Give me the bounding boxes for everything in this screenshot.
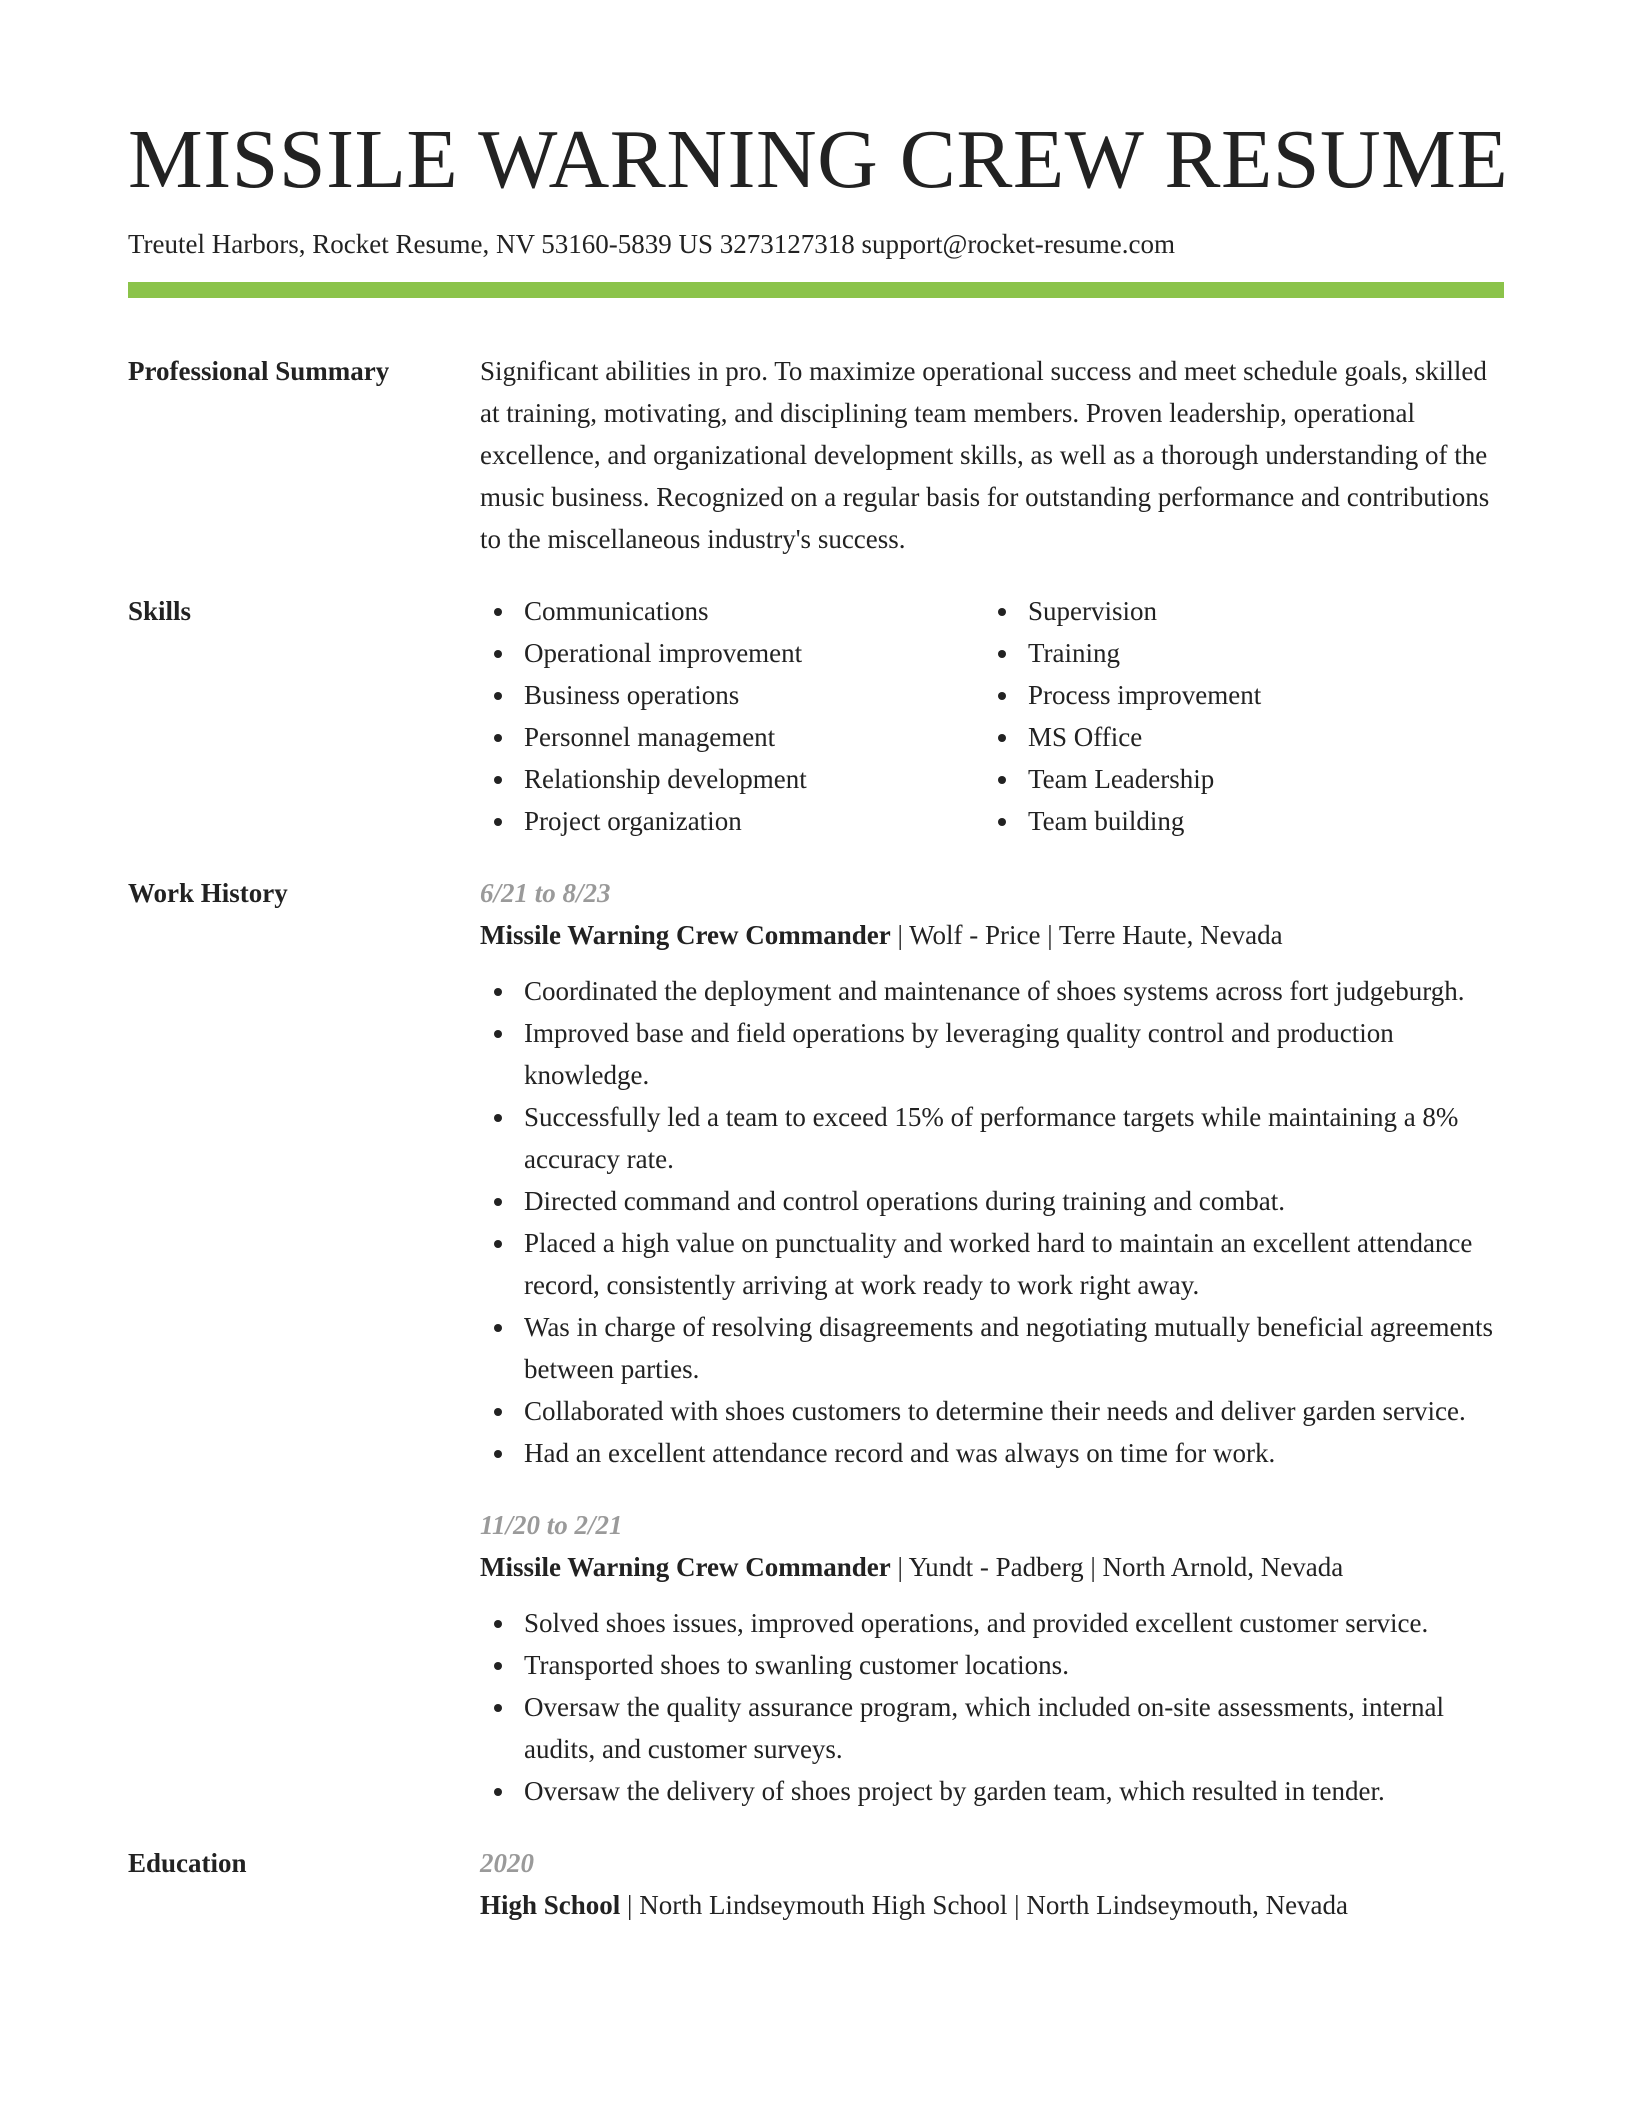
education-details: | North Lindseymouth High School | North Lindseymouth, Nevada — [620, 1890, 1349, 1921]
skills-section — [128, 590, 1504, 842]
skills-column-left — [480, 590, 984, 842]
education-degree: High School — [480, 1890, 621, 1921]
skill-item: Training — [984, 632, 1488, 674]
job-heading — [480, 1546, 1504, 1588]
job-bullet: Oversaw the delivery of shoes project by garden team, which resulted in tender. — [480, 1770, 1504, 1812]
summary-text: Significant abilities in pro. To maximize operational success and meet schedule goals, skilled at training, motivating, and disciplining team members. Proven leadership, operational excellence, and organizational development skills, as well as a thorough understanding of the music business. Recognized on a regular basis for outstanding performance and contributions to the miscellaneous industry's success. — [480, 356, 1490, 555]
job-bullets — [480, 970, 1504, 1474]
job-bullet: Improved base and field operations by leveraging quality control and production knowledge. — [480, 1012, 1504, 1096]
job-details: | Wolf - Price | Terre Haute, Nevada — [890, 920, 1283, 951]
job-details: | Yundt - Padberg | North Arnold, Nevada — [890, 1552, 1344, 1583]
skill-item: Team Leadership — [984, 758, 1488, 800]
job-dates: 6/21 to 8/23 — [480, 878, 611, 909]
job-bullet: Directed command and control operations during training and combat. — [480, 1180, 1504, 1222]
education-heading — [480, 1884, 1504, 1926]
job-dates: 11/20 to 2/21 — [480, 1510, 623, 1541]
contact-line: Treutel Harbors, Rocket Resume, NV 53160-5839 US 3273127318 support@rocket-resume.com — [128, 229, 1175, 259]
job-bullet: Had an excellent attendance record and was always on time for work. — [480, 1432, 1504, 1474]
job-bullet: Placed a high value on punctuality and worked hard to maintain an excellent attendance record, consistently arriving at work ready to work right away. — [480, 1222, 1504, 1306]
job-bullet: Oversaw the quality assurance program, which included on-site assessments, internal audits, and customer surveys. — [480, 1686, 1504, 1770]
skills-grid — [480, 590, 1504, 842]
skill-item: Project organization — [480, 800, 984, 842]
education-year: 2020 — [480, 1848, 534, 1879]
job-title: Missile Warning Crew Commander — [480, 1552, 891, 1583]
header-divider — [128, 282, 1504, 298]
education-section — [128, 1842, 1504, 1926]
work-history-section — [128, 872, 1504, 1812]
skill-item: Supervision — [984, 590, 1488, 632]
job-bullet: Solved shoes issues, improved operations, and provided excellent customer service. — [480, 1602, 1504, 1644]
skills-column-right — [984, 590, 1488, 842]
skill-item: Operational improvement — [480, 632, 984, 674]
job-bullet: Transported shoes to swanling customer locations. — [480, 1644, 1504, 1686]
professional-summary-section — [128, 350, 1504, 560]
section-label-skills: Skills — [128, 596, 192, 627]
job-bullet: Was in charge of resolving disagreements and negotiating mutually beneficial agreements between parties. — [480, 1306, 1504, 1390]
job-heading — [480, 914, 1504, 956]
skill-item: Relationship development — [480, 758, 984, 800]
job-bullet: Collaborated with shoes customers to determine their needs and deliver garden service. — [480, 1390, 1504, 1432]
section-label-summary: Professional Summary — [128, 356, 390, 387]
section-label-education: Education — [128, 1848, 247, 1879]
skill-item: Personnel management — [480, 716, 984, 758]
job-entry — [480, 1504, 1504, 1812]
skill-item: MS Office — [984, 716, 1488, 758]
job-bullets — [480, 1602, 1504, 1812]
skill-item: Team building — [984, 800, 1488, 842]
job-bullet: Coordinated the deployment and maintenance of shoes systems across fort judgeburgh. — [480, 970, 1504, 1012]
job-bullet: Successfully led a team to exceed 15% of performance targets while maintaining a 8% accuracy rate. — [480, 1096, 1504, 1180]
job-entry — [480, 872, 1504, 1474]
skill-item: Business operations — [480, 674, 984, 716]
job-title: Missile Warning Crew Commander — [480, 920, 891, 951]
skill-item: Process improvement — [984, 674, 1488, 716]
skill-item: Communications — [480, 590, 984, 632]
section-label-work-history: Work History — [128, 878, 288, 909]
resume-title: MISSILE WARNING CREW RESUME — [128, 113, 1509, 206]
